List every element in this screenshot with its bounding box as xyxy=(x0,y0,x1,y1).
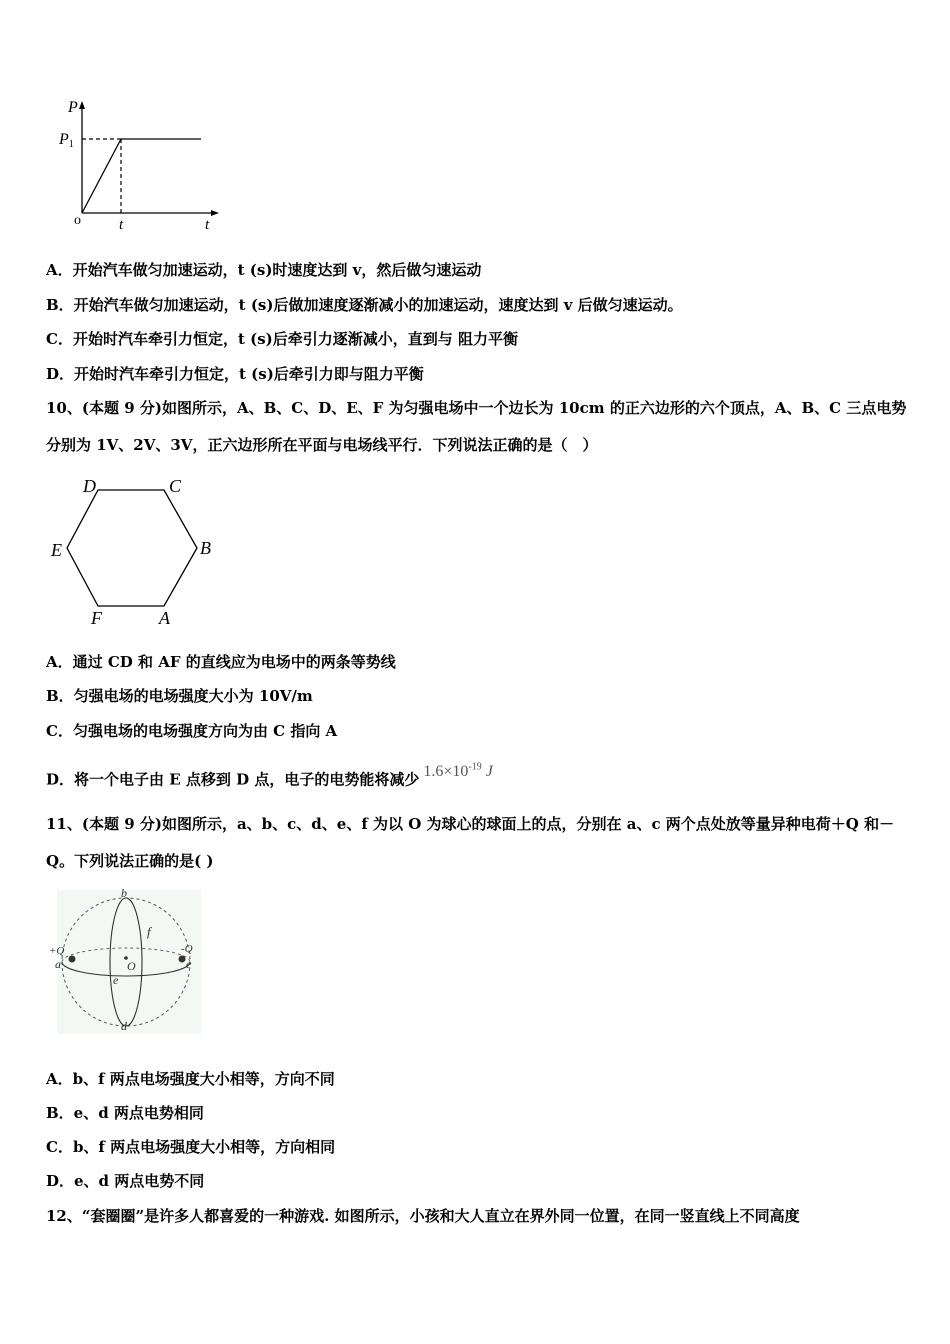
q10-option-d-value: $1.6\times 10^{-19}$ J xyxy=(423,762,493,781)
q9-option-a: A．开始汽车做匀加速运动，t (s)时速度达到 v，然后做匀速运动 xyxy=(46,261,482,279)
q10-stem-line2: 分别为 1V、2V、3V，正六边形所在平面与电场线平行．下列说法正确的是（ ） xyxy=(46,436,598,454)
q9-option-d: D．开始时汽车牵引力恒定，t (s)后牵引力即与阻力平衡 xyxy=(46,365,424,383)
q10-option-c: C．匀强电场的电场强度方向为由 C 指向 A xyxy=(46,722,338,740)
q11-stem-line1: 11、(本题 9 分)如图所示，a、b、c、d、e、f 为以 O 为球心的球面上的点，分别在 a、c 两个点处放等量异种电荷＋Q 和－ xyxy=(46,815,895,833)
label-a: a xyxy=(55,957,61,971)
q11-option-a: A．b、f 两点电场强度大小相等，方向不同 xyxy=(46,1070,335,1088)
label-minus-Q: -Q xyxy=(181,943,193,955)
q11-option-d: D．e、d 两点电势不同 xyxy=(46,1172,205,1190)
label-F: F xyxy=(91,608,102,628)
label-O: O xyxy=(127,959,136,973)
x-axis-arrow xyxy=(211,210,219,216)
q11-option-c: C．b、f 两点电场强度大小相等，方向相同 xyxy=(46,1138,336,1156)
q10-stem-line1: 10、(本题 9 分)如图所示，A、B、C、D、E、F 为匀强电场中一个边长为 10cm 的正六边形的六个顶点，A、B、C 三点电势 xyxy=(46,399,907,417)
q11-stem-line2: Q。下列说法正确的是( ) xyxy=(46,852,214,870)
q10-option-d: D．将一个电子由 E 点移到 D 点，电子的电势能将减少 xyxy=(46,770,420,789)
p1-mark: P1 xyxy=(59,131,74,150)
label-f: f xyxy=(147,924,151,939)
label-b: b xyxy=(121,886,127,900)
label-C: C xyxy=(169,476,182,496)
q10-option-d-row xyxy=(46,762,493,790)
label-d: d xyxy=(121,1019,127,1033)
label-plus-Q: +Q xyxy=(49,945,65,957)
charge-a xyxy=(69,956,76,963)
label-e: e xyxy=(113,973,119,987)
charge-c xyxy=(179,956,186,963)
x-axis-label: t xyxy=(205,217,210,233)
q9-option-b: B．开始汽车做匀加速运动，t (s)后做加速度逐渐减小的加速运动，速度达到 v 后做匀速运动。 xyxy=(46,296,683,314)
label-B: B xyxy=(200,538,211,558)
label-D: D xyxy=(83,476,96,496)
q9-option-c: C．开始时汽车牵引力恒定，t (s)后牵引力逐渐减小，直到与 阻力平衡 xyxy=(46,330,518,348)
q10-option-a: A．通过 CD 和 AF 的直线应为电场中的两条等势线 xyxy=(46,653,396,671)
label-A: A xyxy=(159,608,170,628)
y-axis-label: P xyxy=(68,99,78,116)
power-time-graph xyxy=(55,95,235,235)
label-c: c xyxy=(186,957,192,971)
origin-label: o xyxy=(74,213,81,228)
hexagon-figure xyxy=(45,470,225,630)
y-axis-arrow xyxy=(79,101,85,109)
q10-option-b: B．匀强电场的电场强度大小为 10V/m xyxy=(46,687,313,705)
ramp-line xyxy=(82,139,121,213)
q11-option-b: B．e、d 两点电势相同 xyxy=(46,1104,204,1122)
sphere-figure xyxy=(45,884,205,1036)
hexagon xyxy=(67,490,197,606)
t-mark: t xyxy=(119,217,124,233)
q12-stem-line1: 12、“套圈圈”是许多人都喜爱的一种游戏. 如图所示，小孩和大人直立在界外同一位置，在同一竖直线上不同高度 xyxy=(46,1207,800,1225)
label-E: E xyxy=(51,540,62,560)
